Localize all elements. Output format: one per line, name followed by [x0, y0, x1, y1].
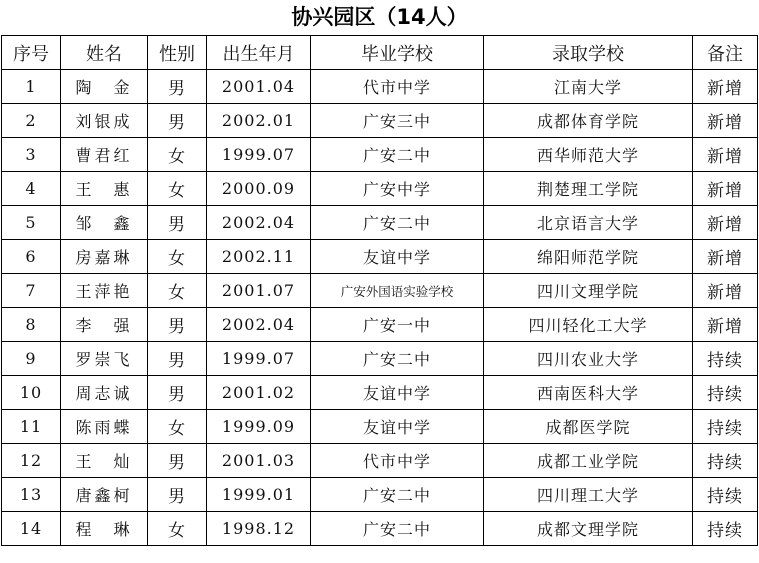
cell-name: 邹 鑫 — [61, 206, 148, 240]
cell-name: 王 灿 — [61, 444, 148, 478]
cell-grad-school: 代市中学 — [311, 444, 484, 478]
table-title: 协兴园区（14人） — [291, 5, 468, 29]
cell-admit-school: 西华师范大学 — [484, 138, 693, 172]
cell-name: 王 惠 — [61, 172, 148, 206]
cell-sex: 男 — [148, 104, 207, 138]
table-row — [2, 308, 758, 342]
table-row — [2, 512, 758, 546]
cell-no: 8 — [2, 308, 61, 342]
cell-birth: 2000.09 — [207, 172, 311, 206]
cell-sex: 女 — [148, 172, 207, 206]
cell-grad-school: 广安三中 — [311, 104, 484, 138]
table-row — [2, 70, 758, 104]
cell-no: 13 — [2, 478, 61, 512]
cell-name: 王萍艳 — [61, 274, 148, 308]
cell-grad-school: 广安外国语实验学校 — [311, 274, 484, 308]
cell-grad-school: 友谊中学 — [311, 410, 484, 444]
cell-grad-school: 广安中学 — [311, 172, 484, 206]
cell-sex: 男 — [148, 70, 207, 104]
table-row — [2, 376, 758, 410]
cell-name: 唐鑫柯 — [61, 478, 148, 512]
cell-sex: 女 — [148, 410, 207, 444]
cell-admit-school: 四川文理学院 — [484, 274, 693, 308]
cell-no: 6 — [2, 240, 61, 274]
table-row — [2, 104, 758, 138]
table-row — [2, 410, 758, 444]
cell-sex: 男 — [148, 444, 207, 478]
cell-sex: 男 — [148, 206, 207, 240]
cell-sex: 男 — [148, 376, 207, 410]
cell-note: 新增 — [693, 274, 758, 308]
cell-sex: 男 — [148, 308, 207, 342]
cell-birth: 1999.09 — [207, 410, 311, 444]
cell-name: 房嘉琳 — [61, 240, 148, 274]
table-row — [2, 138, 758, 172]
cell-note: 持续 — [693, 410, 758, 444]
table-row — [2, 240, 758, 274]
cell-name: 罗崇飞 — [61, 342, 148, 376]
cell-admit-school: 成都体育学院 — [484, 104, 693, 138]
cell-note: 持续 — [693, 512, 758, 546]
cell-grad-school: 友谊中学 — [311, 240, 484, 274]
cell-no: 7 — [2, 274, 61, 308]
cell-birth: 2002.04 — [207, 308, 311, 342]
cell-no: 2 — [2, 104, 61, 138]
cell-note: 持续 — [693, 376, 758, 410]
cell-admit-school: 北京语言大学 — [484, 206, 693, 240]
cell-name: 陈雨蝶 — [61, 410, 148, 444]
cell-admit-school: 荆楚理工学院 — [484, 172, 693, 206]
cell-name: 刘银成 — [61, 104, 148, 138]
cell-admit-school: 四川理工大学 — [484, 478, 693, 512]
cell-no: 4 — [2, 172, 61, 206]
cell-sex: 女 — [148, 138, 207, 172]
cell-no: 12 — [2, 444, 61, 478]
cell-birth: 2001.04 — [207, 70, 311, 104]
header-row — [2, 36, 758, 70]
cell-no: 14 — [2, 512, 61, 546]
header-admit-school: 录取学校 — [484, 36, 693, 70]
cell-no: 9 — [2, 342, 61, 376]
cell-note: 持续 — [693, 444, 758, 478]
cell-birth: 1999.01 — [207, 478, 311, 512]
cell-grad-school: 广安二中 — [311, 512, 484, 546]
header-birth: 出生年月 — [207, 36, 311, 70]
cell-sex: 女 — [148, 512, 207, 546]
cell-note: 新增 — [693, 206, 758, 240]
table-row — [2, 274, 758, 308]
cell-note: 持续 — [693, 342, 758, 376]
table-row — [2, 206, 758, 240]
cell-name: 陶 金 — [61, 70, 148, 104]
cell-birth: 2001.03 — [207, 444, 311, 478]
admission-table — [1, 35, 758, 546]
cell-note: 新增 — [693, 70, 758, 104]
cell-birth: 1999.07 — [207, 138, 311, 172]
cell-admit-school: 四川轻化工大学 — [484, 308, 693, 342]
cell-grad-school: 广安二中 — [311, 478, 484, 512]
cell-no: 5 — [2, 206, 61, 240]
cell-sex: 男 — [148, 478, 207, 512]
cell-grad-school: 广安二中 — [311, 138, 484, 172]
cell-admit-school: 绵阳师范学院 — [484, 240, 693, 274]
cell-birth: 1998.12 — [207, 512, 311, 546]
cell-no: 11 — [2, 410, 61, 444]
cell-birth: 2002.01 — [207, 104, 311, 138]
cell-name: 李 强 — [61, 308, 148, 342]
cell-admit-school: 四川农业大学 — [484, 342, 693, 376]
cell-admit-school: 成都文理学院 — [484, 512, 693, 546]
cell-admit-school: 西南医科大学 — [484, 376, 693, 410]
table-row — [2, 444, 758, 478]
cell-birth: 2002.04 — [207, 206, 311, 240]
cell-note: 新增 — [693, 172, 758, 206]
cell-birth: 2002.11 — [207, 240, 311, 274]
cell-sex: 女 — [148, 274, 207, 308]
cell-no: 3 — [2, 138, 61, 172]
cell-birth: 2001.02 — [207, 376, 311, 410]
cell-note: 新增 — [693, 104, 758, 138]
table-row — [2, 172, 758, 206]
cell-name: 程 琳 — [61, 512, 148, 546]
header-grad-school: 毕业学校 — [311, 36, 484, 70]
cell-note: 新增 — [693, 138, 758, 172]
cell-grad-school: 广安一中 — [311, 308, 484, 342]
cell-birth: 1999.07 — [207, 342, 311, 376]
cell-admit-school: 成都医学院 — [484, 410, 693, 444]
cell-note: 新增 — [693, 240, 758, 274]
cell-sex: 女 — [148, 240, 207, 274]
cell-name: 周志诚 — [61, 376, 148, 410]
cell-admit-school: 江南大学 — [484, 70, 693, 104]
cell-admit-school: 成都工业学院 — [484, 444, 693, 478]
cell-grad-school: 代市中学 — [311, 70, 484, 104]
cell-note: 新增 — [693, 308, 758, 342]
header-note: 备注 — [693, 36, 758, 70]
table-row — [2, 478, 758, 512]
cell-name: 曹君红 — [61, 138, 148, 172]
header-no: 序号 — [2, 36, 61, 70]
header-sex: 性别 — [148, 36, 207, 70]
header-name: 姓名 — [61, 36, 148, 70]
cell-grad-school: 广安二中 — [311, 342, 484, 376]
cell-no: 1 — [2, 70, 61, 104]
table-row — [2, 342, 758, 376]
cell-no: 10 — [2, 376, 61, 410]
cell-birth: 2001.07 — [207, 274, 311, 308]
cell-grad-school: 友谊中学 — [311, 376, 484, 410]
cell-note: 持续 — [693, 478, 758, 512]
cell-sex: 男 — [148, 342, 207, 376]
cell-grad-school: 广安二中 — [311, 206, 484, 240]
